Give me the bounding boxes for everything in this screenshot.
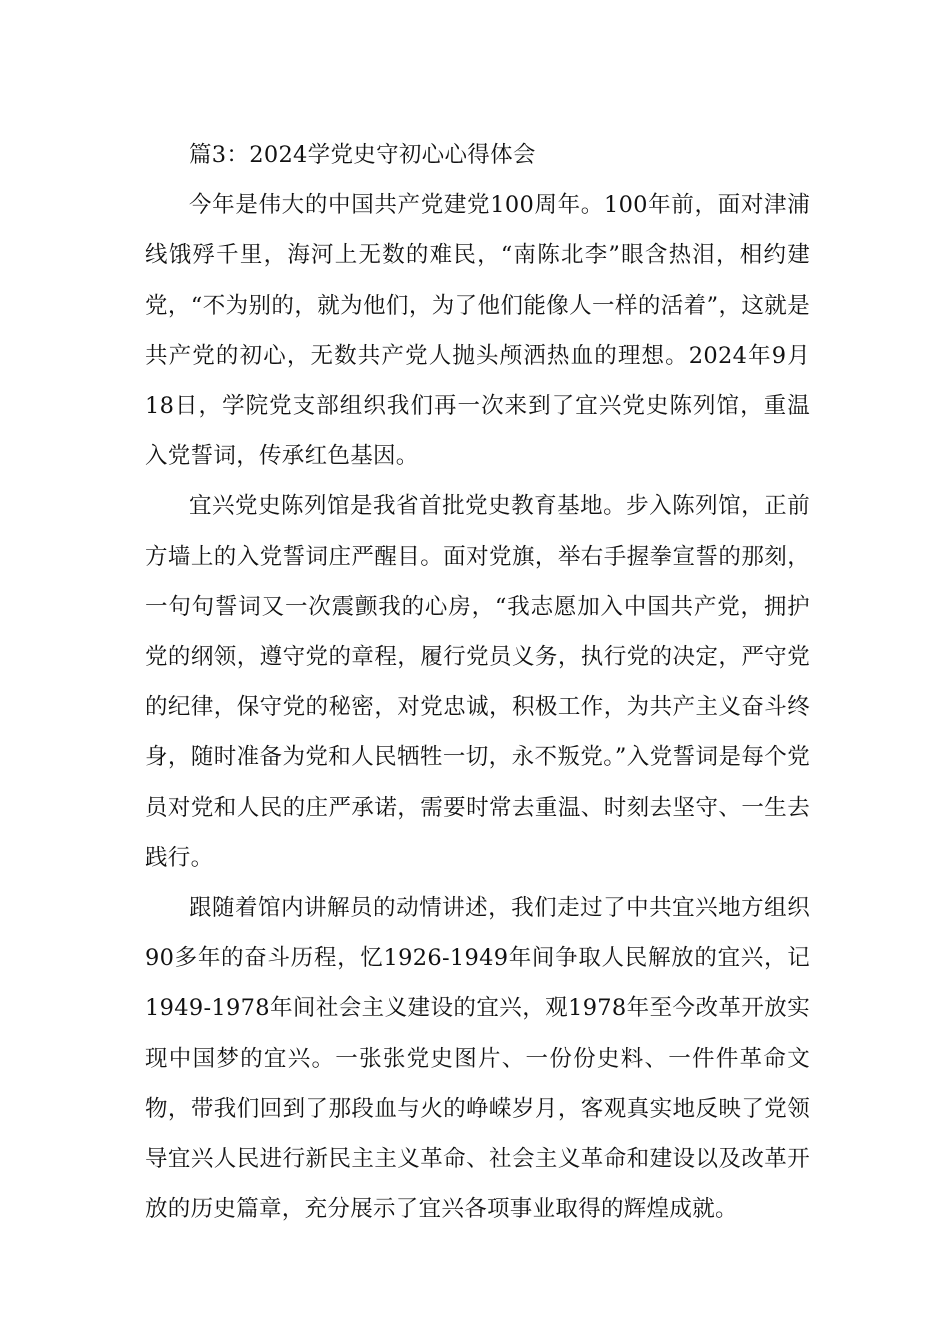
paragraph-exhibition-visit: 跟随着馆内讲解员的动情讲述，我们走过了中共宜兴地方组织90多年的奋斗历程，忆1926-1949年间争取人民解放的宜兴，记1949-1978年间社会主义建设的宜兴，观1978年至今改革开放实现中国梦的宜兴。一张张党史图片、一份份史料、一件件革命文物，带我们回到了那段血与火的峥嵘岁月，客观真实地反映了党领导宜兴人民进行新民主主义革命、社会主义革命和建设以及改革开放的历史篇章，充分展示了宜兴各项事业取得的辉煌成就。: [145, 895, 810, 1223]
paragraph-party-oath: 宜兴党史陈列馆是我省首批党史教育基地。步入陈列馆，正前方墙上的入党誓词庄严醒目。面对党旗，举右手握拳宣誓的那刻，一句句誓词又一次震颤我的心房，“我志愿加入中国共产党，拥护党的纲领，遵守党的章程，履行党员义务，执行党的决定，严守党的纪律，保守党的秘密，对党忠诚，积极工作，为共产主义奋斗终身，随时准备为党和人民牺牲一切，永不叛党。”入党誓词是每个党员对党和人民的庄严承诺，需要时常去重温、时刻去坚守、一生去践行。: [145, 493, 810, 871]
paragraph-founding-history: 今年是伟大的中国共产党建党100周年。100年前，面对津浦线饿殍千里，海河上无数的难民，“南陈北李”眼含热泪，相约建党，“不为别的，就为他们，为了他们能像人一样的活着”，这就是共产党的初心，无数共产党人抛头颅洒热血的理想。2024年9月18日，学院党支部组织我们再一次来到了宜兴党史陈列馆，重温入党誓词，传承红色基因。: [145, 192, 810, 470]
document-body: [145, 130, 810, 1234]
document-title: 篇3：2024学党史守初心心得体会: [189, 142, 536, 168]
